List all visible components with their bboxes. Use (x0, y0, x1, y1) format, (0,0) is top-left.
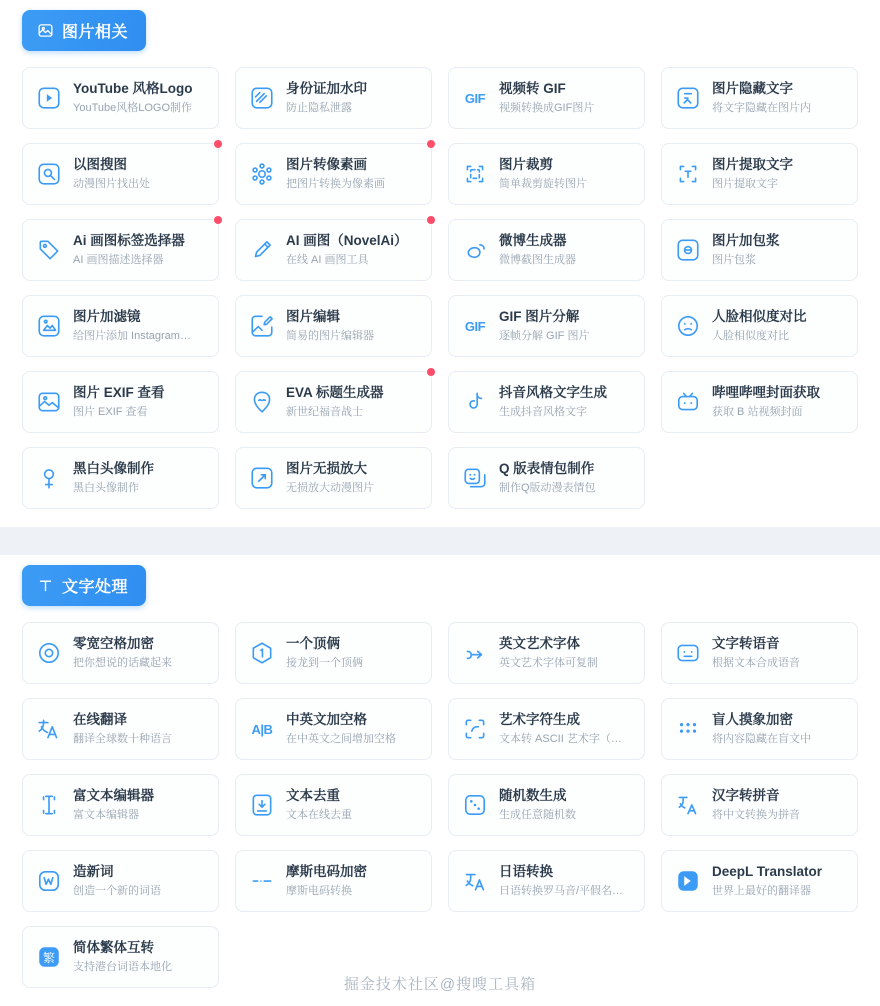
face-compare-icon (674, 312, 702, 340)
tool-title: 微博生成器 (499, 233, 567, 248)
tool-title: 图片隐藏文字 (712, 81, 793, 96)
tool-title: 图片无损放大 (286, 461, 367, 476)
tool-card[interactable] (661, 850, 858, 912)
tool-card[interactable] (235, 774, 432, 836)
tool-grid-image-tools (0, 61, 880, 513)
deepl-icon (674, 867, 702, 895)
tool-card[interactable] (661, 371, 858, 433)
tool-title: 摩斯电码加密 (286, 864, 367, 879)
tool-desc: 简易的图片编辑器 (286, 330, 374, 342)
new-badge-dot (427, 140, 435, 148)
tool-title: 日语转换 (499, 864, 553, 879)
tool-card[interactable] (448, 850, 645, 912)
section-header-image-tools (22, 10, 146, 51)
tool-title: 艺术字符生成 (499, 712, 580, 727)
picture-icon (36, 22, 54, 40)
tool-title: 抖音风格文字生成 (499, 385, 607, 400)
youtube-icon (35, 84, 63, 112)
hidden-text-icon (674, 84, 702, 112)
tool-card[interactable] (661, 295, 858, 357)
tool-desc: 日语转换罗马音/平假名… (499, 885, 624, 897)
tool-desc: 文本在线去重 (286, 809, 352, 821)
tool-card[interactable] (661, 774, 858, 836)
package-icon (674, 236, 702, 264)
tool-card[interactable] (661, 219, 858, 281)
upscale-icon (248, 464, 276, 492)
tool-card[interactable] (235, 295, 432, 357)
eva-icon (248, 388, 276, 416)
tool-desc: 英文艺术字体可复制 (499, 657, 598, 669)
tool-card[interactable] (22, 447, 219, 509)
tool-card[interactable] (22, 622, 219, 684)
svg-text:繁: 繁 (43, 950, 55, 965)
tool-title: GIF 图片分解 (499, 309, 580, 324)
tool-desc: 人脸相似度对比 (712, 330, 789, 342)
tool-card[interactable] (661, 143, 858, 205)
section-title: 图片相关 (62, 24, 129, 41)
ab-space-icon: A|B (251, 721, 273, 737)
tool-card[interactable] (661, 67, 858, 129)
tool-desc: 在中英文之间增加空格 (286, 733, 396, 745)
tool-desc: 生成抖音风格文字 (499, 406, 587, 418)
gif-text-icon: GIF (464, 318, 486, 334)
watermark: 掘金技术社区@搜嗖工具箱 (343, 976, 537, 993)
tool-card[interactable] (448, 67, 645, 129)
tool-desc: 创造一个新的词语 (73, 885, 161, 897)
zero-width-icon (35, 639, 63, 667)
tool-card[interactable] (235, 219, 432, 281)
tool-card[interactable] (448, 698, 645, 760)
tts-icon (674, 639, 702, 667)
tool-desc: 无损放大动漫图片 (286, 482, 374, 494)
new-badge-dot (214, 216, 222, 224)
tool-desc: 动漫图片找出处 (73, 178, 150, 190)
extract-text-icon (674, 160, 702, 188)
new-badge-dot (427, 368, 435, 376)
tool-title: 图片 EXIF 查看 (73, 385, 165, 400)
tool-desc: AI 画图描述选择器 (73, 254, 164, 266)
one-top-icon (248, 639, 276, 667)
tool-title: 图片编辑 (286, 309, 340, 324)
tool-title: 以图搜图 (73, 157, 127, 172)
image-search-icon (35, 160, 63, 188)
tool-desc: 图片包浆 (712, 254, 756, 266)
exif-icon (35, 388, 63, 416)
edit-image-icon (248, 312, 276, 340)
tool-title: 图片加包浆 (712, 233, 780, 248)
tool-card[interactable] (22, 698, 219, 760)
tool-card[interactable] (448, 295, 645, 357)
rich-text-icon (35, 791, 63, 819)
tool-card[interactable] (448, 219, 645, 281)
tool-desc: 生成任意随机数 (499, 809, 576, 821)
tool-title: 哔哩哔哩封面获取 (712, 385, 820, 400)
tool-card[interactable] (22, 850, 219, 912)
tool-title: 一个顶俩 (286, 636, 340, 651)
tool-title: 中英文加空格 (286, 712, 367, 727)
tool-desc: 给图片添加 Instagram… (73, 330, 191, 342)
tool-card[interactable] (235, 143, 432, 205)
text-icon (36, 577, 54, 595)
tool-desc: 新世纪福音战士 (286, 406, 363, 418)
tool-title: 造新词 (73, 864, 114, 879)
tool-desc: 富文本编辑器 (73, 809, 139, 821)
tiktok-icon (461, 388, 489, 416)
tool-card[interactable] (22, 67, 219, 129)
tool-desc: 摩斯电码转换 (286, 885, 352, 897)
tool-desc: 制作Q版动漫表情包 (499, 482, 596, 494)
tool-card[interactable] (448, 774, 645, 836)
tool-desc: 在线 AI 画图工具 (286, 254, 369, 266)
tool-title: 视频转 GIF (499, 81, 566, 96)
tool-card[interactable] (235, 698, 432, 760)
tool-desc: YouTube风格LOGO制作 (73, 102, 193, 114)
tool-desc: 图片提取文字 (712, 178, 778, 190)
tool-desc: 文本转 ASCII 艺术字（… (499, 733, 622, 745)
tool-title: 随机数生成 (499, 788, 567, 803)
pixel-art-icon (248, 160, 276, 188)
gif-text-icon: GIF (464, 90, 486, 106)
tool-title: Ai 画图标签选择器 (73, 233, 185, 248)
tool-desc: 微博截图生成器 (499, 254, 576, 266)
japanese-icon (461, 867, 489, 895)
emoji-pack-icon (461, 464, 489, 492)
section-divider (0, 527, 880, 555)
tool-card[interactable] (235, 622, 432, 684)
tool-title: 英文艺术字体 (499, 636, 580, 651)
empty-slot (661, 447, 858, 509)
tool-desc: 接龙到一个顶俩 (286, 657, 363, 669)
tool-desc: 支持港台词语本地化 (73, 961, 172, 973)
tool-desc: 简单裁剪旋转图片 (499, 178, 587, 190)
tool-card[interactable] (22, 219, 219, 281)
tool-desc: 图片 EXIF 查看 (73, 406, 148, 418)
tool-card[interactable] (235, 67, 432, 129)
dedupe-icon (248, 791, 276, 819)
crop-icon (461, 160, 489, 188)
tool-title: AI 画图（NovelAi） (286, 233, 408, 248)
section-title: 文字处理 (62, 579, 129, 596)
watermark-icon (248, 84, 276, 112)
tool-title: YouTube 风格Logo (73, 81, 193, 96)
tool-title: 简体繁体互转 (73, 940, 154, 955)
tool-card[interactable] (22, 371, 219, 433)
tool-grid-text-tools (0, 616, 880, 992)
tag-icon (35, 236, 63, 264)
tool-desc: 逐帧分解 GIF 图片 (499, 330, 590, 342)
tool-title: 人脸相似度对比 (712, 309, 807, 324)
tool-desc: 翻译全球数十种语言 (73, 733, 172, 745)
braille-icon (674, 715, 702, 743)
tool-desc: 将中文转换为拼音 (712, 809, 800, 821)
section-header-text-tools (22, 565, 146, 606)
tool-card[interactable] (22, 143, 219, 205)
tool-title: Q 版表情包制作 (499, 461, 595, 476)
tool-desc: 世界上最好的翻译器 (712, 885, 811, 897)
tool-title: 黑白头像制作 (73, 461, 154, 476)
tool-card[interactable] (661, 698, 858, 760)
tool-desc: 黑白头像制作 (73, 482, 139, 494)
tool-title: DeepL Translator (712, 864, 823, 879)
tool-card[interactable] (448, 371, 645, 433)
tool-desc: 将内容隐藏在盲文中 (712, 733, 811, 745)
pinyin-icon (674, 791, 702, 819)
tool-card[interactable] (235, 850, 432, 912)
tool-title: 文本去重 (286, 788, 340, 803)
tool-desc: 把图片转换为像素画 (286, 178, 385, 190)
brush-icon (248, 236, 276, 264)
tool-card[interactable] (22, 295, 219, 357)
tool-desc: 获取 B 站视频封面 (712, 406, 803, 418)
tool-desc: 根据文本合成语音 (712, 657, 800, 669)
section-text-tools (0, 555, 880, 1006)
tool-card[interactable] (235, 371, 432, 433)
tool-title: 富文本编辑器 (73, 788, 154, 803)
tool-title: 盲人摸象加密 (712, 712, 793, 727)
avatar-bw-icon (35, 464, 63, 492)
tool-card[interactable] (22, 926, 219, 988)
morse-icon (248, 867, 276, 895)
weibo-icon (461, 236, 489, 264)
tool-title: 图片裁剪 (499, 157, 553, 172)
tool-desc: 视频转换成GIF图片 (499, 102, 595, 114)
tool-title: 零宽空格加密 (73, 636, 154, 651)
tool-desc: 防止隐私泄露 (286, 102, 352, 114)
tool-card[interactable] (448, 447, 645, 509)
ascii-font-icon (461, 639, 489, 667)
new-badge-dot (427, 216, 435, 224)
bilibili-icon (674, 388, 702, 416)
tool-card[interactable] (22, 774, 219, 836)
translate-icon (35, 715, 63, 743)
tool-card[interactable] (448, 143, 645, 205)
tool-card[interactable] (661, 622, 858, 684)
random-number-icon (461, 791, 489, 819)
new-word-icon (35, 867, 63, 895)
tool-desc: 把你想说的话藏起来 (73, 657, 172, 669)
filter-icon (35, 312, 63, 340)
new-badge-dot (214, 140, 222, 148)
tool-title: 身份证加水印 (286, 81, 367, 96)
traditional-icon (35, 943, 63, 971)
tool-title: 图片转像素画 (286, 157, 367, 172)
tool-title: 汉字转拼音 (712, 788, 780, 803)
tool-title: EVA 标题生成器 (286, 385, 384, 400)
tool-card[interactable] (448, 622, 645, 684)
tool-title: 在线翻译 (73, 712, 127, 727)
tool-title: 图片加滤镜 (73, 309, 141, 324)
tool-card[interactable] (235, 447, 432, 509)
tool-title: 图片提取文字 (712, 157, 793, 172)
tool-title: 文字转语音 (712, 636, 780, 651)
art-word-icon (461, 715, 489, 743)
tool-desc: 将文字隐藏在图片内 (712, 102, 811, 114)
